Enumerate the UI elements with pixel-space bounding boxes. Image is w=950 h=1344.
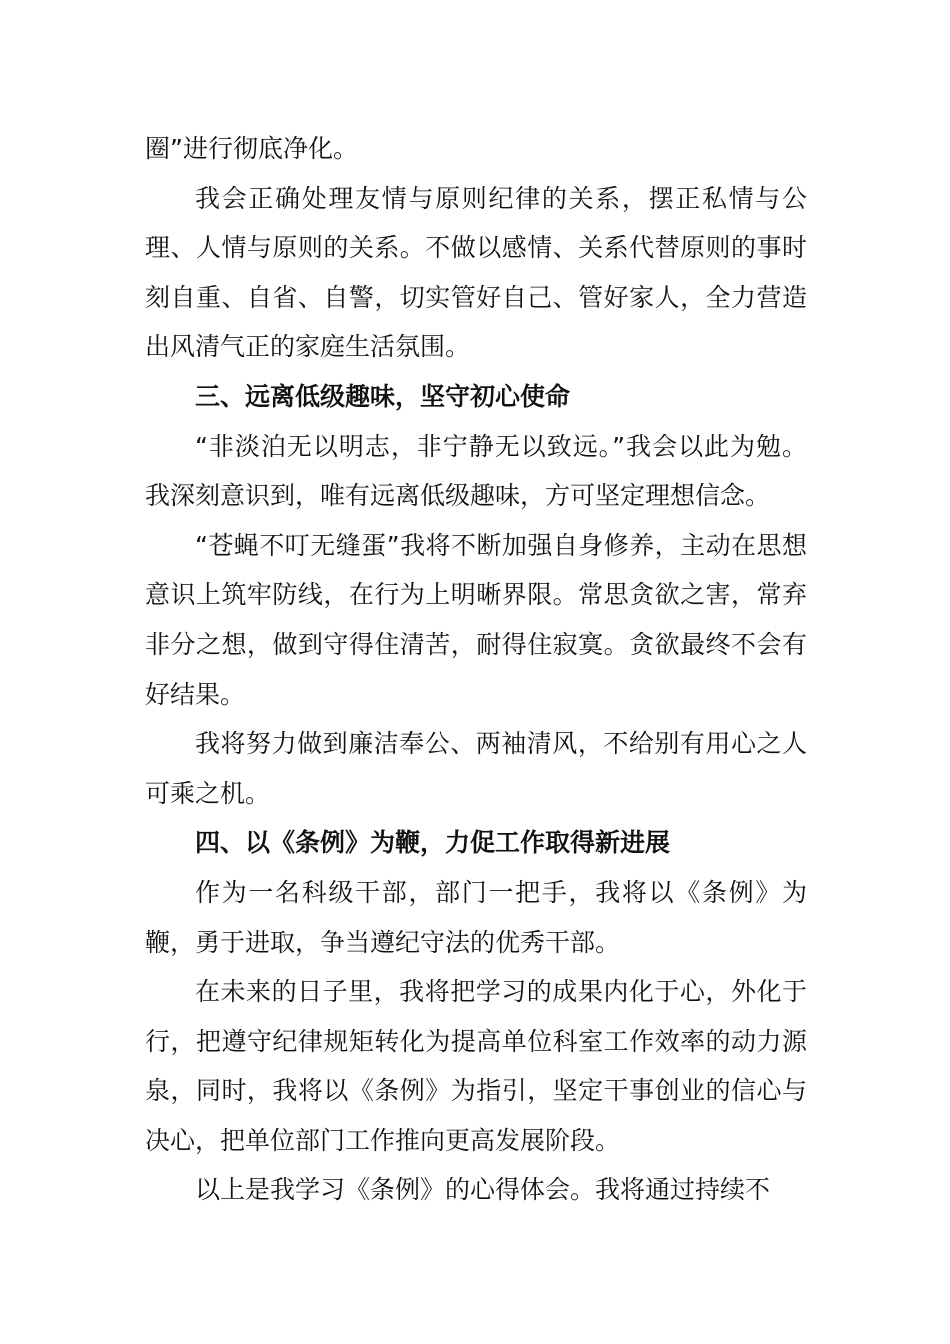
section-heading-four: 四、以《条例》为鞭，力促工作取得新进展 xyxy=(195,828,671,858)
paragraph-integrity: 我将努力做到廉洁奉公、两袖清风，不给别有用心之人可乘之机。 xyxy=(145,729,807,808)
document-body xyxy=(145,124,807,1215)
paragraph-continuation: 圈”进行彻底净化。 xyxy=(145,134,358,163)
paragraph-section-chief: 作为一名科级干部，部门一把手，我将以《条例》为鞭，勇于进取，争当遵纪守法的优秀干部。 xyxy=(145,877,807,957)
paragraph-quote-tranquility: “非淡泊无以明志，非宁静无以致远。”我会以此为勉。我深刻意识到，唯有远离低级趣味，方可坚定理想信念。 xyxy=(145,431,807,511)
paragraph-self-cultivation: “苍蝇不叮无缝蛋”我将不断加强自身修养，主动在思想意识上筑牢防线，在行为上明晰界限。常思贪欲之害，常弃非分之想，做到守得住清苦，耐得住寂寞。贪欲最终不会有好结果。 xyxy=(145,530,807,709)
paragraph-friendship-principle: 我会正确处理友情与原则纪律的关系，摆正私情与公理、人情与原则的关系。不做以感情、关系代替原则的事时刻自重、自省、自警，切实管好自己、管好家人，全力营造出风清气正的家庭生活氛围。 xyxy=(145,183,807,362)
section-heading-three: 三、远离低级趣味，坚守初心使命 xyxy=(195,381,571,411)
paragraph-conclusion: 以上是我学习《条例》的心得体会。我将通过持续不 xyxy=(195,1175,771,1205)
paragraph-future-work: 在未来的日子里，我将把学习的成果内化于心，外化于行，把遵守纪律规矩转化为提高单位科室工作效率的动力源泉，同时，我将以《条例》为指引，坚定干事创业的信心与决心，把单位部门工作推向更高发展阶段。 xyxy=(145,977,807,1155)
